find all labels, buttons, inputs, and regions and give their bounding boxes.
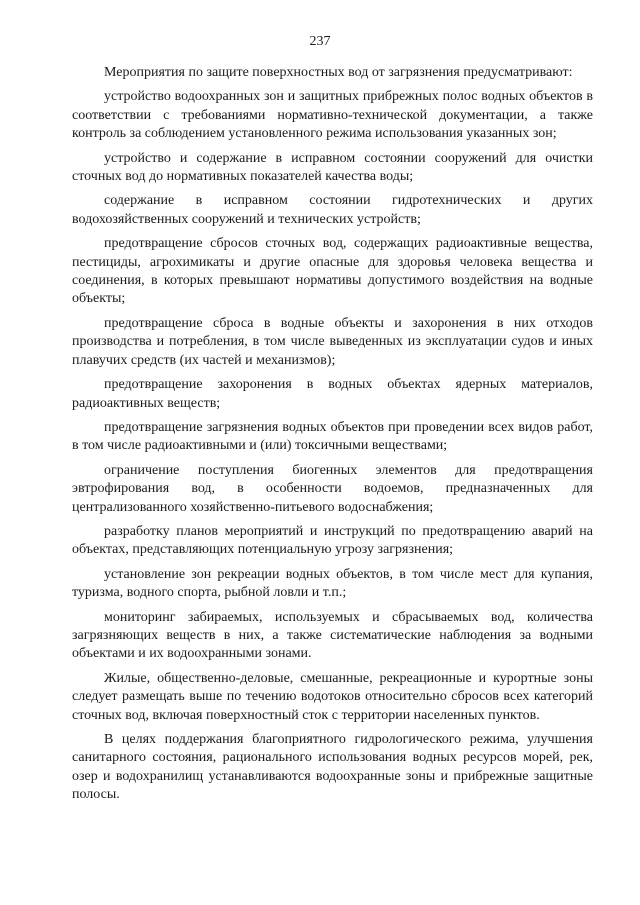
list-item-nuclear-materials: предотвращение захоронения в водных объектах ядерных материалов, радиоактивных веществ; — [72, 377, 593, 411]
page-number: 237 — [309, 34, 331, 49]
list-item-pollution-during-works: предотвращение загрязнения водных объектов при проведении всех видов работ, в том числе радиоактивными и (или) токсичными веществами; — [72, 419, 593, 454]
paragraph-hydrological-regime: В целях поддержания благоприятного гидрологического режима, улучшения санитарного состояния, рационального использования водных ресурсов морей, рек, озер и водохранилищ устанавливаются водоохранные зоны и прибрежные защитные полосы. — [72, 732, 593, 803]
list-item-monitoring: мониторинг забираемых, используемых и сбрасываемых вод, количества загрязняющих веществ в них, а также систематические наблюдения за водными объектами и их водоохранными зонами. — [72, 609, 593, 662]
document-body — [72, 64, 593, 811]
list-item-biogenic-elements: ограничение поступления биогенных элементов для предотвращения эвтрофирования вод, в особенности водоемов, предназначенных для централизованного хозяйственно-питьевого водоснабжения; — [72, 462, 593, 515]
list-item-recreation-zones: установление зон рекреации водных объектов, в том числе мест для купания, туризма, водного спорта, рыбной ловли и т.п.; — [72, 566, 593, 601]
paragraph-intro: Мероприятия по защите поверхностных вод от загрязнения предусматривают: — [104, 65, 573, 80]
list-item-discharge-prevention: предотвращение сбросов сточных вод, содержащих радиоактивные вещества, пестициды, агрохимикаты и другие опасные для здоровья человека вещества и соединения, в которых превышают нормативы допустимого воздействия на водные объекты; — [72, 236, 593, 307]
list-item-treatment-facilities: устройство и содержание в исправном состоянии сооружений для очистки сточных вод до нормативных показателей качества воды; — [72, 150, 593, 185]
list-item-accident-plans: разработку планов мероприятий и инструкций по предотвращению аварий на объектах, представляющих потенциальную угрозу загрязнения; — [72, 523, 593, 558]
list-item-hydraulic-structures: содержание в исправном состоянии гидротехнических и других водохозяйственных сооружений и технических устройств; — [72, 193, 593, 227]
list-item-waste-disposal-prevention: предотвращение сброса в водные объекты и захоронения в них отходов производства и потребления, в том числе выведенных из эксплуатации судов и иных плавучих средств (их частей и механизмов); — [72, 315, 593, 368]
paragraph-zone-placement: Жилые, общественно-деловые, смешанные, рекреационные и курортные зоны следует размещать выше по течению водотоков относительно сбросов всех категорий сточных вод, включая поверхностный сток с территории населенных пунктов. — [72, 670, 593, 723]
list-item-water-protection-zones: устройство водоохранных зон и защитных прибрежных полос водных объектов в соответствии с требованиями нормативно-технической документации, а также контроль за соблюдением установленного режима использования указанных зон; — [72, 89, 593, 142]
